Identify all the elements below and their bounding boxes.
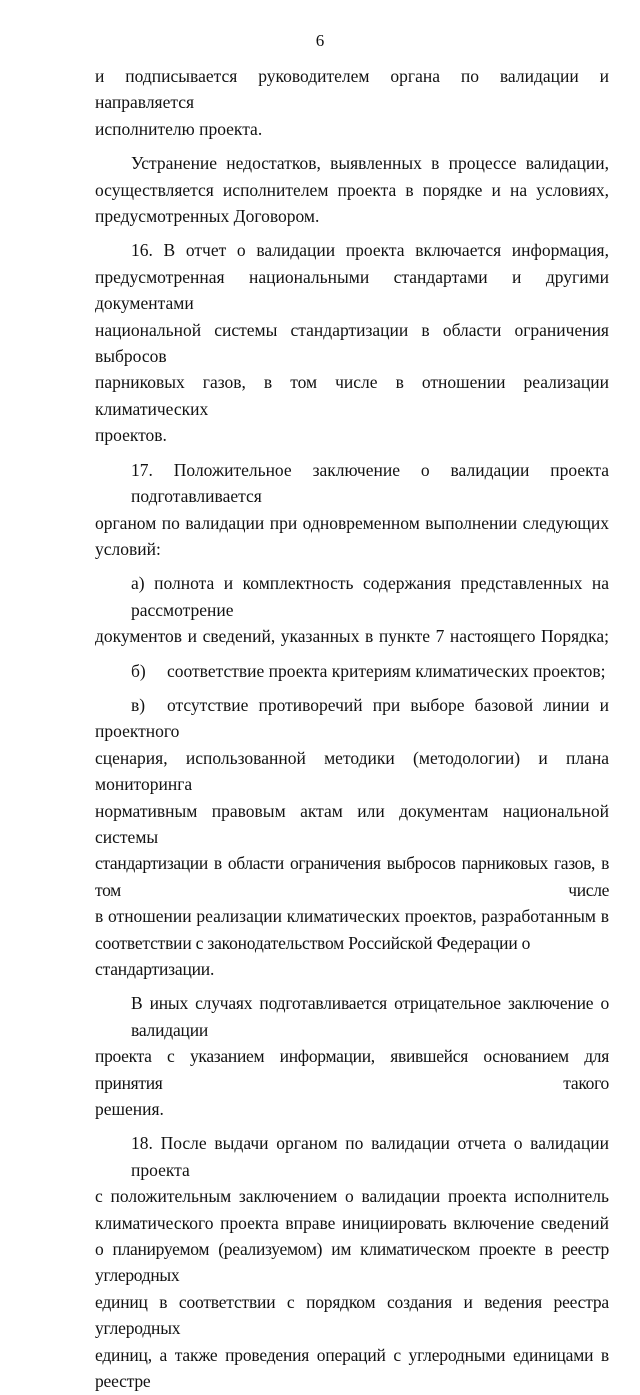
text-line: а) полнота и комплектность содержания представленных на рассмотрение (131, 573, 609, 620)
text-line: с положительным заключением о валидации проекта исполнитель (95, 1186, 609, 1207)
paragraph-correction (95, 150, 609, 229)
text-line: климатического проекта вправе инициировать включение сведений (95, 1212, 609, 1233)
text-line: предусмотренная национальными стандартами и другими документами (95, 266, 609, 314)
text-line: нормативным правовым актам или документам национальной системы (95, 800, 609, 847)
text-line: и подписывается руководителем органа по валидации и направляется (95, 66, 609, 113)
paragraph-item-18 (95, 1130, 609, 1394)
text-line-first (95, 692, 609, 745)
text-line: парниковых газов, в том числе в отношении реализации климатических (95, 372, 609, 419)
text-line: исполнителю проекта. (95, 118, 263, 139)
text-line: В иных случаях подготавливается отрицательное заключение о валидации (131, 993, 609, 1040)
paragraph-item-16 (95, 237, 609, 448)
text-line: сценария, использованной методики (методологии) и плана мониторинга (95, 747, 609, 795)
text-line: национальной системы стандартизации в области ограничения выбросов (95, 319, 609, 367)
text-line: предусмотренных Договором. (95, 206, 320, 227)
text-line: Устранение недостатков, выявленных в процессе валидации, (131, 153, 609, 174)
paragraph-item-17 (95, 457, 609, 563)
item-label: в) (131, 694, 146, 715)
text-line: в отношении реализации климатических проектов, разработанным в (95, 906, 609, 927)
text-line: проекта с указанием информации, явившейся основанием для принятия такого (95, 1046, 609, 1093)
paragraph-item-a (95, 570, 609, 649)
text-line: единиц в соответствии с порядком создания и ведения реестра углеродных (95, 1291, 609, 1339)
text-line: стандартизации в области ограничения выбросов парниковых газов, в том числе (95, 853, 609, 900)
page-number: 6 (315, 31, 325, 50)
text-line: проектов. (95, 425, 167, 446)
paragraph-item-b (95, 658, 609, 684)
text-line: осуществляется исполнителем проекта в порядке и на условиях, (95, 179, 609, 200)
paragraph-item-v (95, 692, 609, 982)
text-line: единиц, а также проведения операций с углеродными единицами в реестре (95, 1344, 609, 1392)
text-line: отсутствие противоречий при выборе базовой линии и проектного (95, 694, 609, 742)
text-line: о планируемом (реализуемом) им климатическом проекте в реестр углеродных (95, 1239, 609, 1286)
text-line: 16. В отчет о валидации проекта включается информация, (131, 240, 609, 261)
text-line: документов и сведений, указанных в пункте 7 настоящего Порядка; (95, 626, 609, 647)
paragraph-negative-conclusion (95, 990, 609, 1122)
text-line: органом по валидации при одновременном выполнении следующих условий: (95, 512, 609, 559)
text-line: соответствии с законодательством Российской Федерации о стандартизации. (95, 932, 531, 979)
text-line: решения. (95, 1099, 164, 1120)
text-line: 18. После выдачи органом по валидации отчета о валидации проекта (131, 1133, 609, 1180)
item-label: б) (131, 660, 146, 681)
text-line: соответствие проекта критериям климатических проектов; (167, 660, 606, 681)
text-line: 17. Положительное заключение о валидации проекта подготавливается (131, 459, 609, 507)
document-body (95, 63, 609, 1395)
paragraph-continuation (95, 63, 609, 142)
